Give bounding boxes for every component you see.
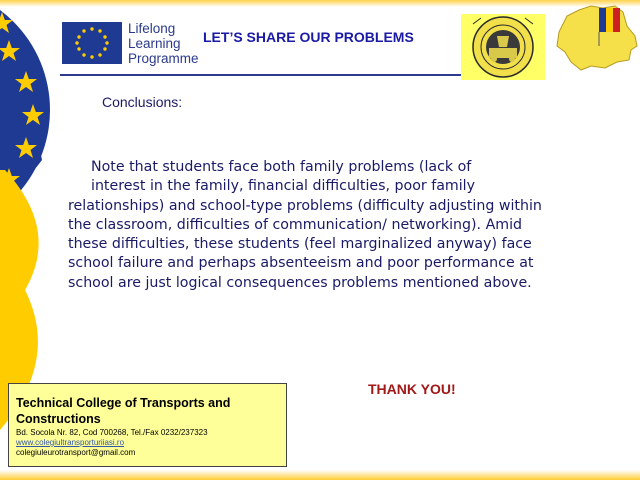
romania-map-icon <box>553 2 640 76</box>
college-email[interactable]: colegiuleurotransport@gmail.com <box>16 448 136 457</box>
paragraph-line: school are just logical consequences problems mentioned above. <box>68 274 532 291</box>
college-address: Bd. Socola Nr. 82, Cod 700268, Tel./Fax 0232/237323 <box>16 428 208 437</box>
paragraph-line: school failure and perhaps absenteeism and poor performance at <box>68 255 534 272</box>
paragraph-line: interest in the family, financial difficulties, poor family <box>91 178 476 195</box>
paragraph-line: relationships) and school-type problems (difficulty adjusting within <box>68 197 542 214</box>
header-divider <box>60 74 512 76</box>
top-gradient-band <box>0 0 640 7</box>
paragraph-line: the classroom, difficulties of communication/ networking). Amid <box>68 216 523 233</box>
school-badge-icon <box>461 14 545 80</box>
page-title: LET’S SHARE OUR PROBLEMS <box>203 29 414 45</box>
program-line: Learning <box>128 36 181 51</box>
thank-you-text: THANK YOU! <box>368 381 456 397</box>
program-line: Programme <box>128 51 199 66</box>
paragraph-line: Note that students face both family problems (lack of <box>91 159 472 175</box>
paragraph-line: these difficulties, these students (feel marginalized anyway) face <box>68 236 532 253</box>
conclusions-heading: Conclusions: <box>102 94 183 110</box>
college-website-link[interactable]: www.colegiultransporturiiasi.ro <box>16 438 125 447</box>
bottom-gradient-band <box>0 470 640 480</box>
program-line: Lifelong <box>128 21 176 36</box>
conclusions-paragraph <box>68 158 628 293</box>
program-name <box>128 21 199 66</box>
contact-box <box>8 383 287 467</box>
college-name: Technical College of Transports and Constructions <box>16 396 231 426</box>
